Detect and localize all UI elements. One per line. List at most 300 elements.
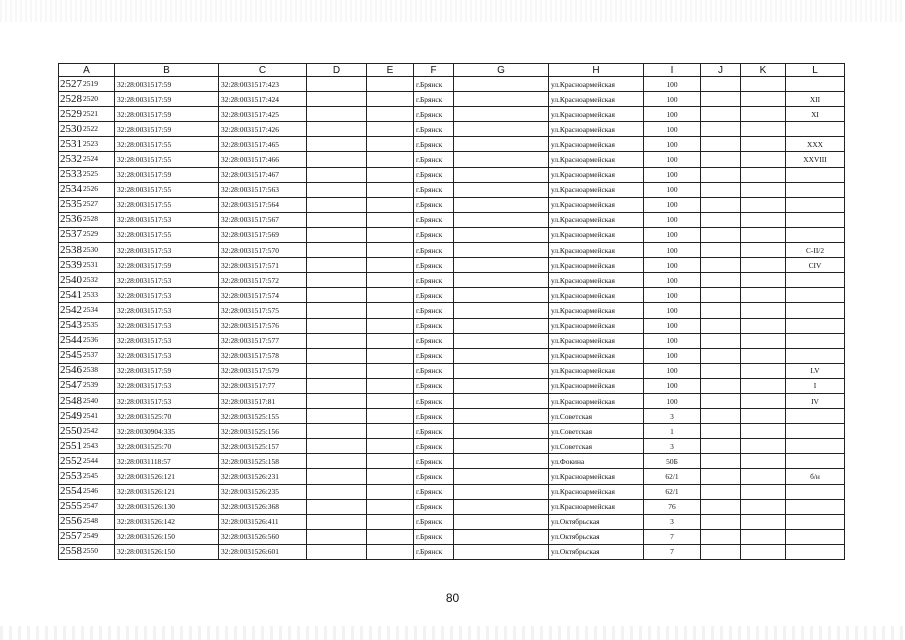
- cell-h: ул.Красноармейская: [549, 167, 644, 182]
- cell-h: ул.Красноармейская: [549, 484, 644, 499]
- cell-c: 32:28:0031517:426: [219, 122, 307, 137]
- cell-l: XXVIII: [786, 152, 845, 167]
- cell-b: 32:28:0031525:70: [115, 439, 219, 454]
- cell-b: 32:28:0031517:59: [115, 363, 219, 378]
- cell-b: 32:28:0030904:335: [115, 424, 219, 439]
- table-row: [59, 107, 845, 122]
- cell-h: ул.Красноармейская: [549, 197, 644, 212]
- cell-c: 32:28:0031526:231: [219, 469, 307, 484]
- cell-e: [367, 514, 414, 529]
- cell-c: 32:28:0031517:579: [219, 363, 307, 378]
- cell-c: 32:28:0031517:567: [219, 212, 307, 227]
- cell-d: [307, 197, 367, 212]
- cell-k: [741, 212, 786, 227]
- cell-k: [741, 107, 786, 122]
- cell-h: ул.Красноармейская: [549, 318, 644, 333]
- cell-c: 32:28:0031517:571: [219, 258, 307, 273]
- cell-d: [307, 227, 367, 242]
- cell-k: [741, 363, 786, 378]
- table-row: [59, 393, 845, 408]
- cell-j: [701, 318, 741, 333]
- cell-k: [741, 348, 786, 363]
- cell-i: 100: [644, 378, 701, 393]
- cell-k: [741, 514, 786, 529]
- row-number: 2545: [60, 349, 82, 362]
- row-number: 2549: [60, 409, 82, 422]
- cell-j: [701, 107, 741, 122]
- cell-k: [741, 333, 786, 348]
- row-index-superscript: 2519: [83, 78, 98, 88]
- row-number: 2546: [60, 364, 82, 377]
- row-index-superscript: 2534: [83, 304, 98, 314]
- cell-e: [367, 499, 414, 514]
- cell-c: 32:28:0031526:560: [219, 529, 307, 544]
- table-row: [59, 167, 845, 182]
- cell-h: ул.Октябрьская: [549, 544, 644, 559]
- table-row: [59, 333, 845, 348]
- cell-j: [701, 439, 741, 454]
- table-row: [59, 212, 845, 227]
- row-index-superscript: 2528: [83, 214, 98, 224]
- cell-l: [786, 514, 845, 529]
- row-index-superscript: 2521: [83, 108, 98, 118]
- cell-i: 7: [644, 529, 701, 544]
- column-header-e: E: [367, 64, 414, 77]
- cell-h: ул.Красноармейская: [549, 273, 644, 288]
- cell-g: [454, 77, 549, 92]
- cell-c: 32:28:0031526:411: [219, 514, 307, 529]
- row-number: 2555: [60, 500, 82, 513]
- cell-h: ул.Красноармейская: [549, 469, 644, 484]
- cell-f: г.Брянск: [414, 107, 454, 122]
- column-header-j: J: [701, 64, 741, 77]
- cell-c: 32:28:0031526:601: [219, 544, 307, 559]
- cell-f: г.Брянск: [414, 122, 454, 137]
- cell-h: ул.Красноармейская: [549, 182, 644, 197]
- table-row: [59, 409, 845, 424]
- cell-h: ул.Красноармейская: [549, 152, 644, 167]
- cell-g: [454, 152, 549, 167]
- table-row: [59, 152, 845, 167]
- cell-i: 62/1: [644, 484, 701, 499]
- column-header-h: H: [549, 64, 644, 77]
- cell-f: г.Брянск: [414, 152, 454, 167]
- cell-g: [454, 348, 549, 363]
- row-number-cell: [59, 122, 115, 137]
- cell-d: [307, 424, 367, 439]
- row-index-superscript: 2520: [83, 93, 98, 103]
- row-number-cell: [59, 499, 115, 514]
- row-number-cell: [59, 378, 115, 393]
- cell-k: [741, 303, 786, 318]
- cell-g: [454, 107, 549, 122]
- row-index-superscript: 2537: [83, 350, 98, 360]
- cell-d: [307, 454, 367, 469]
- cell-k: [741, 167, 786, 182]
- cell-b: 32:28:0031517:59: [115, 258, 219, 273]
- cell-i: 100: [644, 348, 701, 363]
- row-number: 2551: [60, 439, 82, 452]
- cell-k: [741, 152, 786, 167]
- cell-f: г.Брянск: [414, 378, 454, 393]
- cell-i: 3: [644, 439, 701, 454]
- row-number: 2547: [60, 379, 82, 392]
- cell-l: [786, 333, 845, 348]
- column-header-g: G: [454, 64, 549, 77]
- table-row: [59, 227, 845, 242]
- cell-g: [454, 318, 549, 333]
- cell-b: 32:28:0031517:55: [115, 227, 219, 242]
- cell-j: [701, 212, 741, 227]
- row-number-cell: [59, 92, 115, 107]
- cell-b: 32:28:0031526:150: [115, 529, 219, 544]
- row-number-cell: [59, 333, 115, 348]
- cell-i: 100: [644, 107, 701, 122]
- cell-i: 50Б: [644, 454, 701, 469]
- row-number: 2556: [60, 515, 82, 528]
- table-row: [59, 469, 845, 484]
- table-row: [59, 454, 845, 469]
- cell-e: [367, 439, 414, 454]
- row-number-cell: [59, 258, 115, 273]
- row-number-cell: [59, 544, 115, 559]
- cell-f: г.Брянск: [414, 77, 454, 92]
- cell-c: 32:28:0031517:569: [219, 227, 307, 242]
- row-number: 2552: [60, 454, 82, 467]
- cell-b: 32:28:0031526:121: [115, 469, 219, 484]
- cell-l: [786, 439, 845, 454]
- cell-e: [367, 454, 414, 469]
- table-row: [59, 348, 845, 363]
- cell-i: 100: [644, 273, 701, 288]
- column-header-a: A: [59, 64, 115, 77]
- row-number: 2532: [60, 153, 82, 166]
- cell-k: [741, 484, 786, 499]
- cell-e: [367, 212, 414, 227]
- cell-g: [454, 227, 549, 242]
- cell-g: [454, 122, 549, 137]
- cell-l: [786, 484, 845, 499]
- table-row: [59, 92, 845, 107]
- cell-f: г.Брянск: [414, 514, 454, 529]
- cell-d: [307, 303, 367, 318]
- table-row: [59, 197, 845, 212]
- cell-k: [741, 288, 786, 303]
- cell-b: 32:28:0031517:55: [115, 152, 219, 167]
- cell-l: б/н: [786, 469, 845, 484]
- cell-d: [307, 122, 367, 137]
- cell-c: 32:28:0031517:572: [219, 273, 307, 288]
- table-row: [59, 499, 845, 514]
- cell-b: 32:28:0031118:57: [115, 454, 219, 469]
- row-index-superscript: 2540: [83, 395, 98, 405]
- row-number-cell: [59, 424, 115, 439]
- cell-g: [454, 439, 549, 454]
- cell-k: [741, 122, 786, 137]
- cell-k: [741, 77, 786, 92]
- cell-g: [454, 92, 549, 107]
- cell-j: [701, 454, 741, 469]
- cell-k: [741, 92, 786, 107]
- cell-e: [367, 303, 414, 318]
- cell-k: [741, 227, 786, 242]
- row-index-superscript: 2545: [83, 470, 98, 480]
- cell-b: 32:28:0031517:59: [115, 92, 219, 107]
- row-index-superscript: 2530: [83, 244, 98, 254]
- cell-k: [741, 529, 786, 544]
- row-index-superscript: 2538: [83, 365, 98, 375]
- cell-h: ул.Красноармейская: [549, 227, 644, 242]
- cell-k: [741, 318, 786, 333]
- row-number: 2554: [60, 485, 82, 498]
- table-row: [59, 439, 845, 454]
- cell-d: [307, 243, 367, 258]
- cell-b: 32:28:0031517:53: [115, 333, 219, 348]
- cell-c: 32:28:0031517:77: [219, 378, 307, 393]
- cell-l: [786, 122, 845, 137]
- cell-f: г.Брянск: [414, 212, 454, 227]
- cell-b: 32:28:0031526:121: [115, 484, 219, 499]
- cell-k: [741, 499, 786, 514]
- table-row: [59, 122, 845, 137]
- row-number-cell: [59, 529, 115, 544]
- column-header-k: K: [741, 64, 786, 77]
- row-number-cell: [59, 348, 115, 363]
- cell-g: [454, 258, 549, 273]
- cell-h: ул.Красноармейская: [549, 363, 644, 378]
- cell-l: [786, 212, 845, 227]
- cell-e: [367, 122, 414, 137]
- row-index-superscript: 2544: [83, 455, 98, 465]
- cell-i: 100: [644, 258, 701, 273]
- cell-j: [701, 499, 741, 514]
- cell-i: 100: [644, 333, 701, 348]
- cell-j: [701, 484, 741, 499]
- cell-g: [454, 469, 549, 484]
- cell-d: [307, 167, 367, 182]
- row-index-superscript: 2526: [83, 184, 98, 194]
- cell-e: [367, 273, 414, 288]
- table-row: [59, 378, 845, 393]
- row-index-superscript: 2541: [83, 410, 98, 420]
- cell-i: 100: [644, 92, 701, 107]
- cell-k: [741, 273, 786, 288]
- row-number-cell: [59, 514, 115, 529]
- cell-b: 32:28:0031517:59: [115, 77, 219, 92]
- cell-j: [701, 393, 741, 408]
- row-number: 2534: [60, 183, 82, 196]
- cell-h: ул.Красноармейская: [549, 333, 644, 348]
- cell-l: [786, 348, 845, 363]
- cell-k: [741, 197, 786, 212]
- row-number-cell: [59, 227, 115, 242]
- table-row: [59, 288, 845, 303]
- cell-d: [307, 318, 367, 333]
- cell-i: 100: [644, 77, 701, 92]
- cell-j: [701, 363, 741, 378]
- cell-h: ул.Советская: [549, 409, 644, 424]
- cell-j: [701, 137, 741, 152]
- cell-d: [307, 258, 367, 273]
- cell-e: [367, 318, 414, 333]
- row-index-superscript: 2550: [83, 546, 98, 556]
- row-number: 2548: [60, 394, 82, 407]
- cell-l: CIV: [786, 258, 845, 273]
- cell-k: [741, 544, 786, 559]
- cell-f: г.Брянск: [414, 288, 454, 303]
- row-number-cell: [59, 454, 115, 469]
- cell-c: 32:28:0031517:564: [219, 197, 307, 212]
- row-number: 2535: [60, 198, 82, 211]
- cell-d: [307, 333, 367, 348]
- cell-k: [741, 137, 786, 152]
- cell-b: 32:28:0031517:53: [115, 212, 219, 227]
- cell-f: г.Брянск: [414, 333, 454, 348]
- row-index-superscript: 2533: [83, 289, 98, 299]
- column-header-c: C: [219, 64, 307, 77]
- cell-e: [367, 348, 414, 363]
- row-number-cell: [59, 303, 115, 318]
- cell-l: C-II/2: [786, 243, 845, 258]
- cell-i: 100: [644, 182, 701, 197]
- cell-f: г.Брянск: [414, 454, 454, 469]
- cell-e: [367, 469, 414, 484]
- cell-f: г.Брянск: [414, 137, 454, 152]
- spreadsheet-table: [58, 63, 845, 560]
- cell-f: г.Брянск: [414, 363, 454, 378]
- cell-l: XI: [786, 107, 845, 122]
- cell-j: [701, 529, 741, 544]
- cell-d: [307, 529, 367, 544]
- cell-b: 32:28:0031526:150: [115, 544, 219, 559]
- cell-l: [786, 303, 845, 318]
- cell-f: г.Брянск: [414, 318, 454, 333]
- cell-g: [454, 273, 549, 288]
- cell-c: 32:28:0031525:158: [219, 454, 307, 469]
- row-number-cell: [59, 197, 115, 212]
- column-header-b: B: [115, 64, 219, 77]
- cell-h: ул.Красноармейская: [549, 92, 644, 107]
- cell-g: [454, 514, 549, 529]
- cell-j: [701, 227, 741, 242]
- cell-c: 32:28:0031517:575: [219, 303, 307, 318]
- cell-h: ул.Красноармейская: [549, 137, 644, 152]
- row-index-superscript: 2543: [83, 440, 98, 450]
- cell-i: 100: [644, 243, 701, 258]
- cell-d: [307, 469, 367, 484]
- cell-i: 3: [644, 514, 701, 529]
- cell-j: [701, 243, 741, 258]
- cell-g: [454, 454, 549, 469]
- cell-k: [741, 378, 786, 393]
- cell-l: [786, 182, 845, 197]
- row-index-superscript: 2531: [83, 259, 98, 269]
- cell-e: [367, 77, 414, 92]
- cell-j: [701, 348, 741, 363]
- cell-f: г.Брянск: [414, 393, 454, 408]
- cell-e: [367, 529, 414, 544]
- cell-e: [367, 227, 414, 242]
- table-row: [59, 182, 845, 197]
- cell-c: 32:28:0031517:466: [219, 152, 307, 167]
- column-header-d: D: [307, 64, 367, 77]
- column-header-l: L: [786, 64, 845, 77]
- cell-f: г.Брянск: [414, 227, 454, 242]
- cell-c: 32:28:0031517:574: [219, 288, 307, 303]
- scan-noise-bottom: [0, 626, 905, 640]
- cell-l: [786, 167, 845, 182]
- cell-d: [307, 409, 367, 424]
- cell-b: 32:28:0031517:53: [115, 348, 219, 363]
- cell-k: [741, 469, 786, 484]
- cell-g: [454, 544, 549, 559]
- column-header-i: I: [644, 64, 701, 77]
- cell-d: [307, 212, 367, 227]
- row-number-cell: [59, 212, 115, 227]
- cell-j: [701, 424, 741, 439]
- cell-l: I: [786, 378, 845, 393]
- cell-c: 32:28:0031526:368: [219, 499, 307, 514]
- row-number: 2540: [60, 273, 82, 286]
- row-index-superscript: 2536: [83, 335, 98, 345]
- cell-e: [367, 197, 414, 212]
- row-index-superscript: 2549: [83, 531, 98, 541]
- cell-g: [454, 243, 549, 258]
- row-number: 2539: [60, 258, 82, 271]
- cell-b: 32:28:0031517:59: [115, 167, 219, 182]
- row-index-superscript: 2529: [83, 229, 98, 239]
- cell-f: г.Брянск: [414, 273, 454, 288]
- cell-c: 32:28:0031517:423: [219, 77, 307, 92]
- row-index-superscript: 2535: [83, 320, 98, 330]
- cell-k: [741, 409, 786, 424]
- table-row: [59, 77, 845, 92]
- cell-h: ул.Красноармейская: [549, 378, 644, 393]
- cell-c: 32:28:0031517:424: [219, 92, 307, 107]
- cell-e: [367, 333, 414, 348]
- cell-l: [786, 288, 845, 303]
- row-index-superscript: 2523: [83, 138, 98, 148]
- cell-d: [307, 92, 367, 107]
- cell-g: [454, 167, 549, 182]
- cell-i: 7: [644, 544, 701, 559]
- cell-j: [701, 303, 741, 318]
- row-index-superscript: 2542: [83, 425, 98, 435]
- cell-d: [307, 152, 367, 167]
- cell-b: 32:28:0031517:55: [115, 182, 219, 197]
- cell-f: г.Брянск: [414, 303, 454, 318]
- row-number-cell: [59, 137, 115, 152]
- cell-h: ул.Красноармейская: [549, 303, 644, 318]
- cell-e: [367, 92, 414, 107]
- row-number: 2541: [60, 288, 82, 301]
- cell-c: 32:28:0031517:570: [219, 243, 307, 258]
- row-number-cell: [59, 318, 115, 333]
- cell-k: [741, 182, 786, 197]
- cell-f: г.Брянск: [414, 499, 454, 514]
- cell-d: [307, 273, 367, 288]
- cell-j: [701, 92, 741, 107]
- cell-g: [454, 378, 549, 393]
- cell-j: [701, 258, 741, 273]
- cell-h: ул.Фокина: [549, 454, 644, 469]
- cell-c: 32:28:0031525:155: [219, 409, 307, 424]
- table-row: [59, 529, 845, 544]
- row-index-superscript: 2522: [83, 123, 98, 133]
- table-row: [59, 544, 845, 559]
- cell-i: 1: [644, 424, 701, 439]
- cell-e: [367, 137, 414, 152]
